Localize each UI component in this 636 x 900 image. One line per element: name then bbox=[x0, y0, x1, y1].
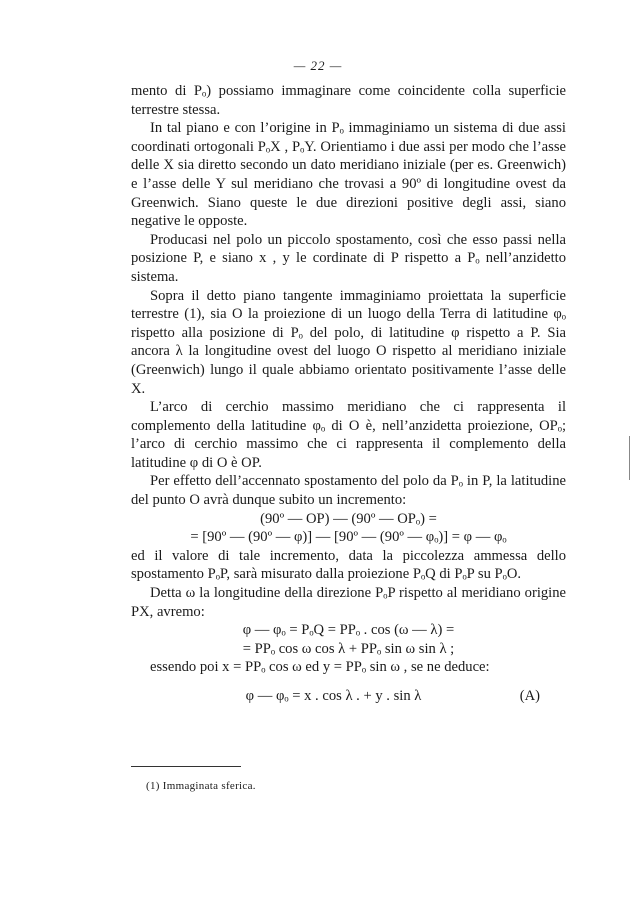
paragraph-4: Sopra il detto piano tangente immaginiamo proiettata la superficie terrestre (1), sia O la proiezione di un luogo della Terra di latitudine φₒ rispetto alla posizione di Pₒ del polo, di latitudine φ rispetto a P. Sia ancora λ la longitudine ovest del luogo O rispetto al meridiano iniziale (Greenwich) lungo il quale abbiamo orientato positivamente l’asse delle X. bbox=[131, 287, 566, 397]
footnote-rule bbox=[131, 766, 241, 767]
footnote: (1) Immaginata sferica. bbox=[146, 780, 256, 792]
paragraph-6: Per effetto dell’accennato spostamento del polo da Pₒ in P, la latitudine del punto O avrà dunque subito un incremento: bbox=[131, 473, 566, 509]
paragraph-2: In tal piano e con l’origine in Pₒ immaginiamo un sistema di due assi coordinati ortogonali PₒX , PₒY. Orientiamo i due assi per modo che l’asse delle X sia diretto secondo un dato meridiano iniziale (per es. Greenwich) e l’asse delle Y sul meridiano che trovasi a 90º di longitudine ovest da Greenwich. Siano queste le due direzioni positive degli assi, siano negative le opposte. bbox=[131, 120, 566, 230]
paragraph-7: ed il valore di tale incremento, data la piccolezza ammessa dello spostamento PₒP, sarà misurato dalla proiezione PₒQ di PₒP su PₒO. bbox=[131, 547, 566, 583]
paragraph-3: Producasi nel polo un piccolo spostamento, così che esso passi nella posizione P, e siano x , y le cordinate di P rispetto a Pₒ nell’anzidetto sistema. bbox=[131, 231, 566, 285]
equation-label: (A) bbox=[519, 688, 540, 704]
page-number: — 22 — bbox=[293, 58, 343, 73]
equation-1-line-1: (90º — OP) — (90º — OPₒ) = bbox=[260, 510, 437, 527]
equation-1-line-2: = [90º — (90º — φ)] — [90º — (90º — φₒ)] = φ — φₒ bbox=[190, 529, 507, 546]
equation-2-line-2: = PPₒ cos ω cos λ + PPₒ sin ω sin λ ; bbox=[242, 640, 455, 657]
equation-a: φ — φₒ = x . cos λ . + y . sin λ bbox=[245, 688, 422, 704]
paragraph-1: mento di Pₒ) possiamo immaginare come coincidente colla superficie terrestre stessa. bbox=[131, 83, 566, 118]
main-text bbox=[131, 82, 566, 706]
paragraph-9: essendo poi x = PPₒ cos ω ed y = PPₒ sin ω , se ne deduce: bbox=[150, 659, 490, 676]
equation-a-row bbox=[131, 687, 566, 706]
paragraph-8: Detta ω la longitudine della direzione PₒP rispetto al meridiano origine PX, avremo: bbox=[131, 585, 566, 620]
paragraph-5: L’arco di cerchio massimo meridiano che ci rappresenta il complemento della latitudine φₒ di O è, nell’anzidetta proiezione, OPₒ; l’arco di cerchio massimo che ci rappresenta il complemento della latitudine φ di O è OP. bbox=[131, 399, 566, 471]
equation-2-line-1: φ — φₒ = PₒQ = PPₒ . cos (ω — λ) = bbox=[242, 622, 455, 639]
margin-scan-mark bbox=[629, 436, 630, 480]
